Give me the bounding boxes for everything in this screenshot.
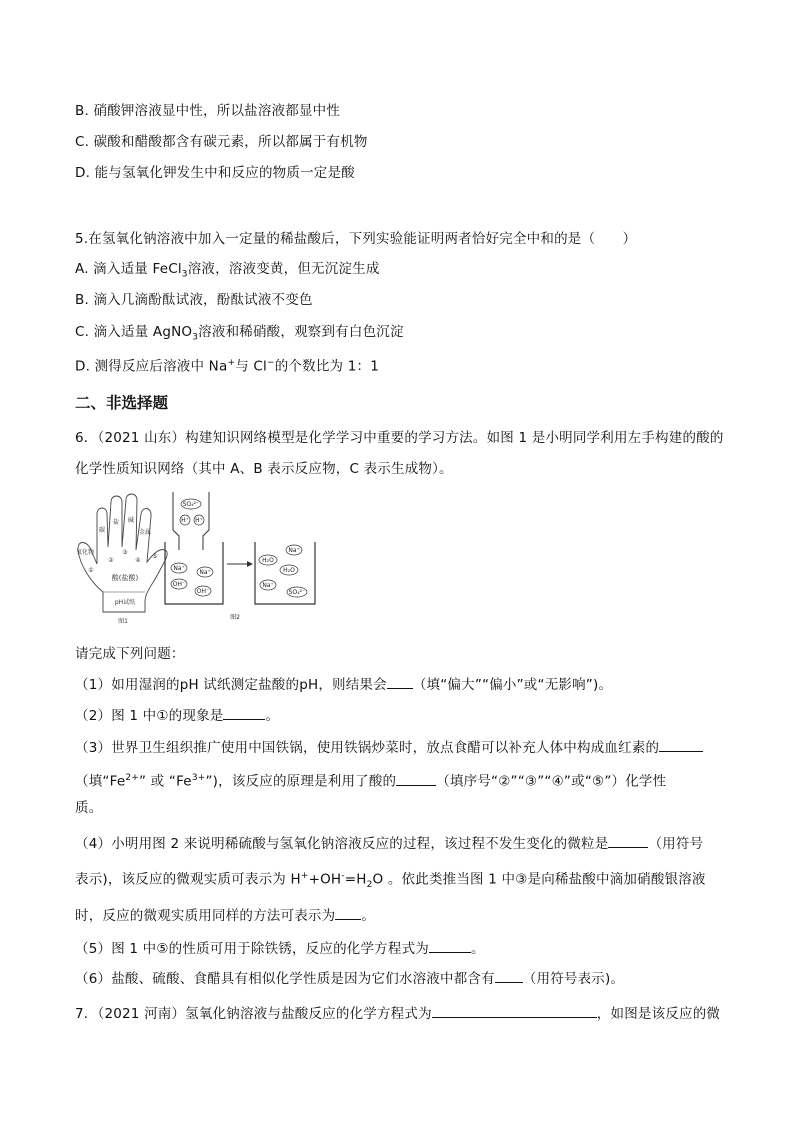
q7-stem: 7．（2021 河南）氢氧化钠溶液与盐酸反应的化学方程式为 ，如图是该反应的微 (75, 1003, 720, 1024)
finger-mark-2: ② (108, 557, 114, 564)
q6-part4-line3: 时，反应的微观实质用同样的方法可表示为 。 (75, 905, 375, 926)
finger-mark-3: ③ (122, 549, 128, 556)
beaker2-ion-4: Na⁺ (262, 582, 274, 589)
beaker2-ion-3: H₂O (283, 567, 295, 574)
finger-mark-1: ① (88, 567, 94, 574)
wrist-label: pH试纸 (114, 599, 136, 606)
q6-part1: （1）如用湿润的pH 试纸测定盐酸的pH，则结果会 （填“偏大”“偏小”或“无影响”)。 (75, 674, 612, 695)
beaker1-ion-4: OH⁻ (196, 588, 210, 595)
q4-option-c: C. 碳酸和醋酸都含有碳元素，所以都属于有机物 (75, 134, 368, 150)
q6-part4-line2: 表示)，该反应的微观实质可表示为 $H^++OH^-=H_2O$ 。依此类推当图 1 中③是向稀盐酸中滴加硝酸银溶液 (75, 871, 706, 891)
hand-center-label: 酸(盐酸) (111, 574, 139, 582)
answer-blank[interactable] (429, 938, 471, 953)
finger-mark-5: ⑤ (152, 553, 158, 560)
answer-blank[interactable] (335, 905, 361, 920)
beaker-left (165, 542, 223, 604)
q6-part3-line3: 质。 (75, 800, 103, 816)
q4-option-d: D. 能与氢氧化钾发生中和反应的物质一定是酸 (75, 165, 355, 181)
q6-part3-line1: （3）世界卫生组织推广使用中国铁锅，使用铁锅炒菜时，放点食醋可以补充人体中构成血红素的 (75, 737, 703, 758)
answer-blank[interactable] (495, 968, 523, 983)
answer-blank[interactable] (223, 705, 265, 720)
q6-stem-line1: 6．（2021 山东）构建知识网络模型是化学学习中重要的学习方法。如图 1 是小明同学利用左手构建的酸的 (75, 430, 724, 446)
beaker2-ion-1: H₂O (262, 557, 274, 564)
section-heading: 二、非选择题 (75, 394, 169, 412)
beaker1-ion-2: Na⁺ (199, 569, 211, 576)
answer-blank[interactable] (396, 771, 436, 786)
finger-label-1: 碳 (98, 527, 106, 534)
tube-ion-3: H⁺ (195, 517, 203, 524)
beaker1-ion-3: OH⁻ (172, 581, 186, 588)
q6-part2: （2）图 1 中①的现象是 。 (75, 705, 279, 726)
tube-ion-1: SO₄²⁻ (182, 501, 200, 508)
q5-option-d: D. 测得反应后溶液中 Na+与 Cl−的个数比为 1：1 (75, 358, 380, 375)
q6-part3-line2: （填“$Fe^{2+}$” 或 “$Fe^{3+}$”)，该反应的原理是利用了酸的 （填序号“②”“③”“④”或“⑤”）化学性 (75, 768, 666, 792)
reaction-arrow (227, 561, 253, 567)
q5-option-c: C. 滴入适量 AgNO$_3$溶液和稀硝酸，观察到有白色沉淀 (75, 324, 404, 343)
finger-label-5: 氧化物 (75, 549, 95, 556)
q6-stem-line2: 化学性质知识网络（其中 A、B 表示反应物，C 表示生成物）。 (75, 461, 453, 477)
q6-part4-line1: （4）小明用图 2 来说明稀硫酸与氢氧化钠溶液反应的过程，该过程不发生变化的微粒是 （用符号 (75, 833, 703, 854)
beaker2-ion-2: Na⁺ (288, 547, 300, 554)
answer-blank[interactable] (387, 674, 413, 689)
q6-part6: （6）盐酸、硫酸、食醋具有相似化学性质是因为它们水溶液中都含有 （用符号表示)。 (75, 968, 624, 989)
finger-label-4: 金属 (138, 529, 152, 536)
q6-prompt: 请完成下列问题： (75, 646, 185, 662)
finger-label-3: 碱 (127, 517, 135, 524)
q5-stem: 5.在氢氧化钠溶液中加入一定量的稀盐酸后，下列实验能证明两者恰好完全中和的是（ ） (75, 231, 637, 247)
fig2-caption: 图2 (230, 614, 240, 621)
answer-blank[interactable] (432, 1003, 597, 1018)
beaker1-ion-1: Na⁺ (173, 565, 185, 572)
finger-label-2: 盐 (112, 519, 120, 526)
q5-option-a: A. 滴入适量 FeCl$_3$溶液，溶液变黄，但无沉淀生成 (75, 261, 380, 280)
q4-option-b: B. 硝酸钾溶液显中性，所以盐溶液都显中性 (75, 103, 341, 119)
q6-part5: （5）图 1 中⑤的性质可用于除铁锈，反应的化学方程式为 。 (75, 938, 485, 959)
q5-option-b: B. 滴入几滴酚酞试液，酚酞试液不变色 (75, 292, 313, 308)
beaker2-ion-5: SO₄²⁻ (288, 589, 306, 596)
q6-figure (75, 492, 325, 627)
answer-blank[interactable] (608, 833, 648, 848)
fig1-caption: 图1 (118, 618, 128, 625)
finger-mark-4: ④ (135, 557, 141, 564)
tube-ion-2: H⁺ (181, 517, 189, 524)
answer-blank[interactable] (659, 737, 703, 752)
